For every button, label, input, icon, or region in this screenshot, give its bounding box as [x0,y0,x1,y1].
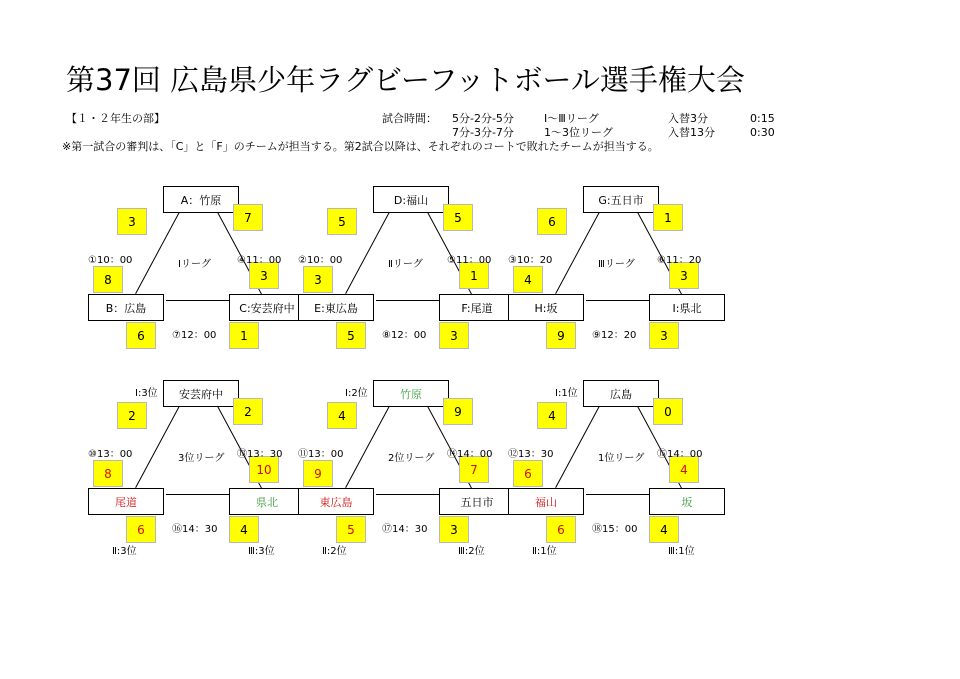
score-box-tr: 5 [443,204,473,231]
match-time-bottom: ⑧12：00 [382,330,427,341]
seed-label-left: Ⅱ:2位 [322,546,347,557]
match-time-bottom: ⑯14：30 [172,524,218,535]
team-left: E:東広島 [298,294,374,321]
page-title: 第37回 広島県少年ラグビーフットボール選手権大会 [66,63,745,97]
league-name: 1位リーグ [598,453,645,464]
match-time-bottom: ⑨12：20 [592,330,637,341]
match-time-left: ⑪13：00 [298,449,344,460]
team-top: G:五日市 [583,186,659,213]
score-box-br: 3 [649,322,679,349]
team-top: 広島 [583,380,659,407]
row2-gap: 0:30 [750,126,775,139]
score-box-ml: 3 [303,266,333,293]
row1-time: 5分-2分-5分 [452,112,514,125]
team-left: H:坂 [508,294,584,321]
team-right: 県北 [229,488,305,515]
edge-bottom [376,300,442,301]
team-right: F:尾道 [439,294,515,321]
row1-gap: 0:15 [750,112,775,125]
match-time-right: ⑤11：00 [447,255,492,266]
match-time-right: ⑬13：30 [237,449,283,460]
row2-time: 7分-3分-7分 [452,126,514,139]
score-box-ml: 8 [93,460,123,487]
seed-label-left: Ⅱ:3位 [112,546,137,557]
score-box-tr: 7 [233,204,263,231]
row2-sub: 入替13分 [668,126,715,139]
team-right: C:安芸府中 [229,294,305,321]
score-box-tl: 3 [117,208,147,235]
seed-label-top: Ⅰ:2位 [345,388,368,399]
match-time-right: ⑥11：20 [657,255,702,266]
match-time-left: ②10：00 [298,255,343,266]
score-box-mr: 1 [459,262,489,289]
match-time-right: ④11：00 [237,255,282,266]
team-top: A：竹原 [163,186,239,213]
team-left: B：広島 [88,294,164,321]
score-box-mr: 3 [249,262,279,289]
team-left: 福山 [508,488,584,515]
score-box-mr: 4 [669,456,699,483]
score-box-br: 4 [229,516,259,543]
score-box-ml: 9 [303,460,333,487]
match-time-left: ⑩13：00 [88,449,133,460]
seed-label-top: Ⅰ:3位 [135,388,158,399]
row1-league: Ⅰ～Ⅲリーグ [544,112,599,125]
team-left: 東広島 [298,488,374,515]
league-name: Ⅱリーグ [388,259,423,270]
row1-sub: 入替3分 [668,112,708,125]
edge-bottom [376,494,442,495]
team-top: 安芸府中 [163,380,239,407]
score-box-tl: 4 [327,402,357,429]
team-top: 竹原 [373,380,449,407]
referee-note: ※第一試合の審判は、「C」と「F」のチームが担当する。第2試合以降は、それぞれのコートで敗れたチームが担当する。 [62,140,659,153]
edge-bottom [586,494,652,495]
score-box-mr: 7 [459,456,489,483]
seed-label-left: Ⅱ:1位 [532,546,557,557]
league-name: 2位リーグ [388,453,435,464]
edge-bottom [586,300,652,301]
score-box-ml: 8 [93,266,123,293]
seed-label-right: Ⅲ:1位 [668,546,695,557]
score-box-br: 1 [229,322,259,349]
score-box-br: 3 [439,322,469,349]
match-time-left: ⑫13：30 [508,449,554,460]
section-label: 【１・２年生の部】 [66,112,165,125]
score-box-tl: 6 [537,208,567,235]
score-box-tl: 2 [117,402,147,429]
score-box-tr: 1 [653,204,683,231]
match-time-left: ③10：20 [508,255,553,266]
score-box-ml: 4 [513,266,543,293]
team-right: I:県北 [649,294,725,321]
team-top: D:福山 [373,186,449,213]
score-box-ml: 6 [513,460,543,487]
team-right: 五日市 [439,488,515,515]
score-box-mr: 10 [249,456,279,483]
score-box-bl: 6 [546,516,576,543]
match-time-bottom: ⑦12：00 [172,330,217,341]
match-time-bottom: ⑱15：00 [592,524,638,535]
edge-bottom [166,300,232,301]
league-name: Ⅲリーグ [598,259,635,270]
score-box-tl: 4 [537,402,567,429]
score-box-bl: 6 [126,322,156,349]
score-box-br: 3 [439,516,469,543]
score-box-tl: 5 [327,208,357,235]
league-name: Ⅰリーグ [178,259,211,270]
team-left: 尾道 [88,488,164,515]
score-box-bl: 5 [336,322,366,349]
score-box-bl: 5 [336,516,366,543]
league-name: 3位リーグ [178,453,225,464]
match-time-bottom: ⑰14：30 [382,524,428,535]
seed-label-right: Ⅲ:3位 [248,546,275,557]
score-box-tr: 9 [443,398,473,425]
score-box-br: 4 [649,516,679,543]
time-label: 試合時間： [382,112,437,125]
seed-label-top: Ⅰ:1位 [555,388,578,399]
score-box-bl: 6 [126,516,156,543]
score-box-bl: 9 [546,322,576,349]
score-box-mr: 3 [669,262,699,289]
match-time-right: ⑭14：00 [447,449,493,460]
team-right: 坂 [649,488,725,515]
match-time-right: ⑮14：00 [657,449,703,460]
score-box-tr: 0 [653,398,683,425]
seed-label-right: Ⅲ:2位 [458,546,485,557]
match-time-left: ①10：00 [88,255,133,266]
score-box-tr: 2 [233,398,263,425]
edge-bottom [166,494,232,495]
row2-league: 1～3位リーグ [544,126,613,139]
